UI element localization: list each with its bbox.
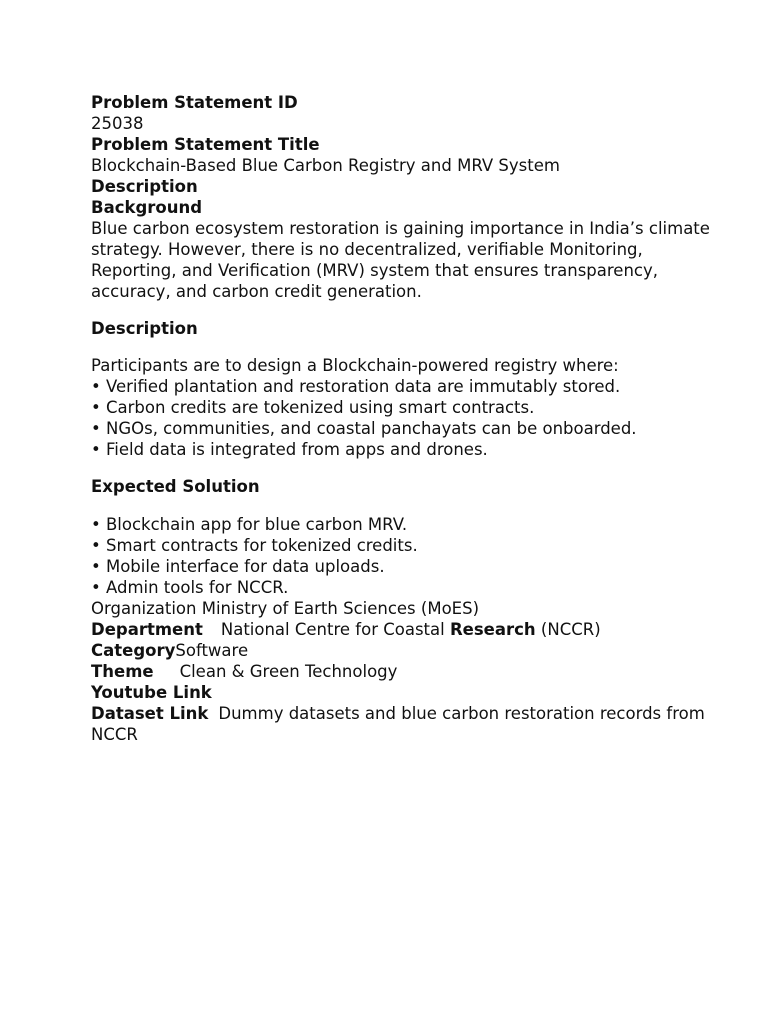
expected-bullet: • Mobile interface for data uploads. — [91, 557, 385, 576]
ps-id-label: Problem Statement ID — [91, 93, 298, 112]
department-label: Department — [91, 620, 203, 639]
expected-bullet: • Blockchain app for blue carbon MRV. — [91, 515, 408, 534]
department-value-pre: National Centre for Coastal — [220, 620, 450, 639]
theme-value: Clean & Green Technology — [179, 662, 398, 681]
department-value-post: (NCCR) — [535, 620, 601, 639]
spacer — [91, 339, 711, 355]
expected-solution-heading: Expected Solution — [91, 477, 260, 496]
category-row — [91, 640, 711, 661]
spacer — [91, 302, 711, 318]
category-label: Category — [91, 641, 176, 660]
dataset-row — [91, 703, 711, 745]
ps-title-value: Blockchain-Based Blue Carbon Registry and MRV System — [91, 156, 560, 175]
organization-line: Organization Ministry of Earth Sciences (MoES) — [91, 599, 479, 618]
dataset-label: Dataset Link — [91, 704, 209, 723]
description-bullet: • Verified plantation and restoration data are immutably stored. — [91, 377, 621, 396]
description-heading: Description — [91, 319, 198, 338]
ps-title-label: Problem Statement Title — [91, 135, 320, 154]
ps-id-value: 25038 — [91, 114, 144, 133]
background-heading: Background — [91, 198, 203, 217]
dataset-value: Dummy datasets and blue carbon restoration records from NCCR — [91, 704, 705, 744]
expected-bullet: • Smart contracts for tokenized credits. — [91, 536, 418, 555]
department-value-bold: Research — [449, 620, 536, 639]
document-body — [91, 92, 711, 745]
category-value: Software — [175, 641, 249, 660]
description-bullet: • NGOs, communities, and coastal panchayats can be onboarded. — [91, 419, 637, 438]
youtube-link-label: Youtube Link — [91, 683, 212, 702]
description-intro: Participants are to design a Blockchain-powered registry where: — [91, 356, 619, 375]
department-row — [91, 619, 711, 640]
description-label: Description — [91, 177, 198, 196]
spacer — [91, 460, 711, 476]
spacer — [91, 497, 711, 514]
expected-bullet: • Admin tools for NCCR. — [91, 578, 289, 597]
background-text: Blue carbon ecosystem restoration is gaining importance in India’s climate strategy. However, there is no decentralized, verifiable Monitoring, Reporting, and Verification (MRV) system that ensures transparency, accuracy, and carbon credit generation. — [91, 219, 710, 301]
theme-row — [91, 661, 711, 682]
description-bullet: • Carbon credits are tokenized using smart contracts. — [91, 398, 535, 417]
description-bullet: • Field data is integrated from apps and drones. — [91, 440, 488, 459]
theme-label: Theme — [91, 662, 154, 681]
